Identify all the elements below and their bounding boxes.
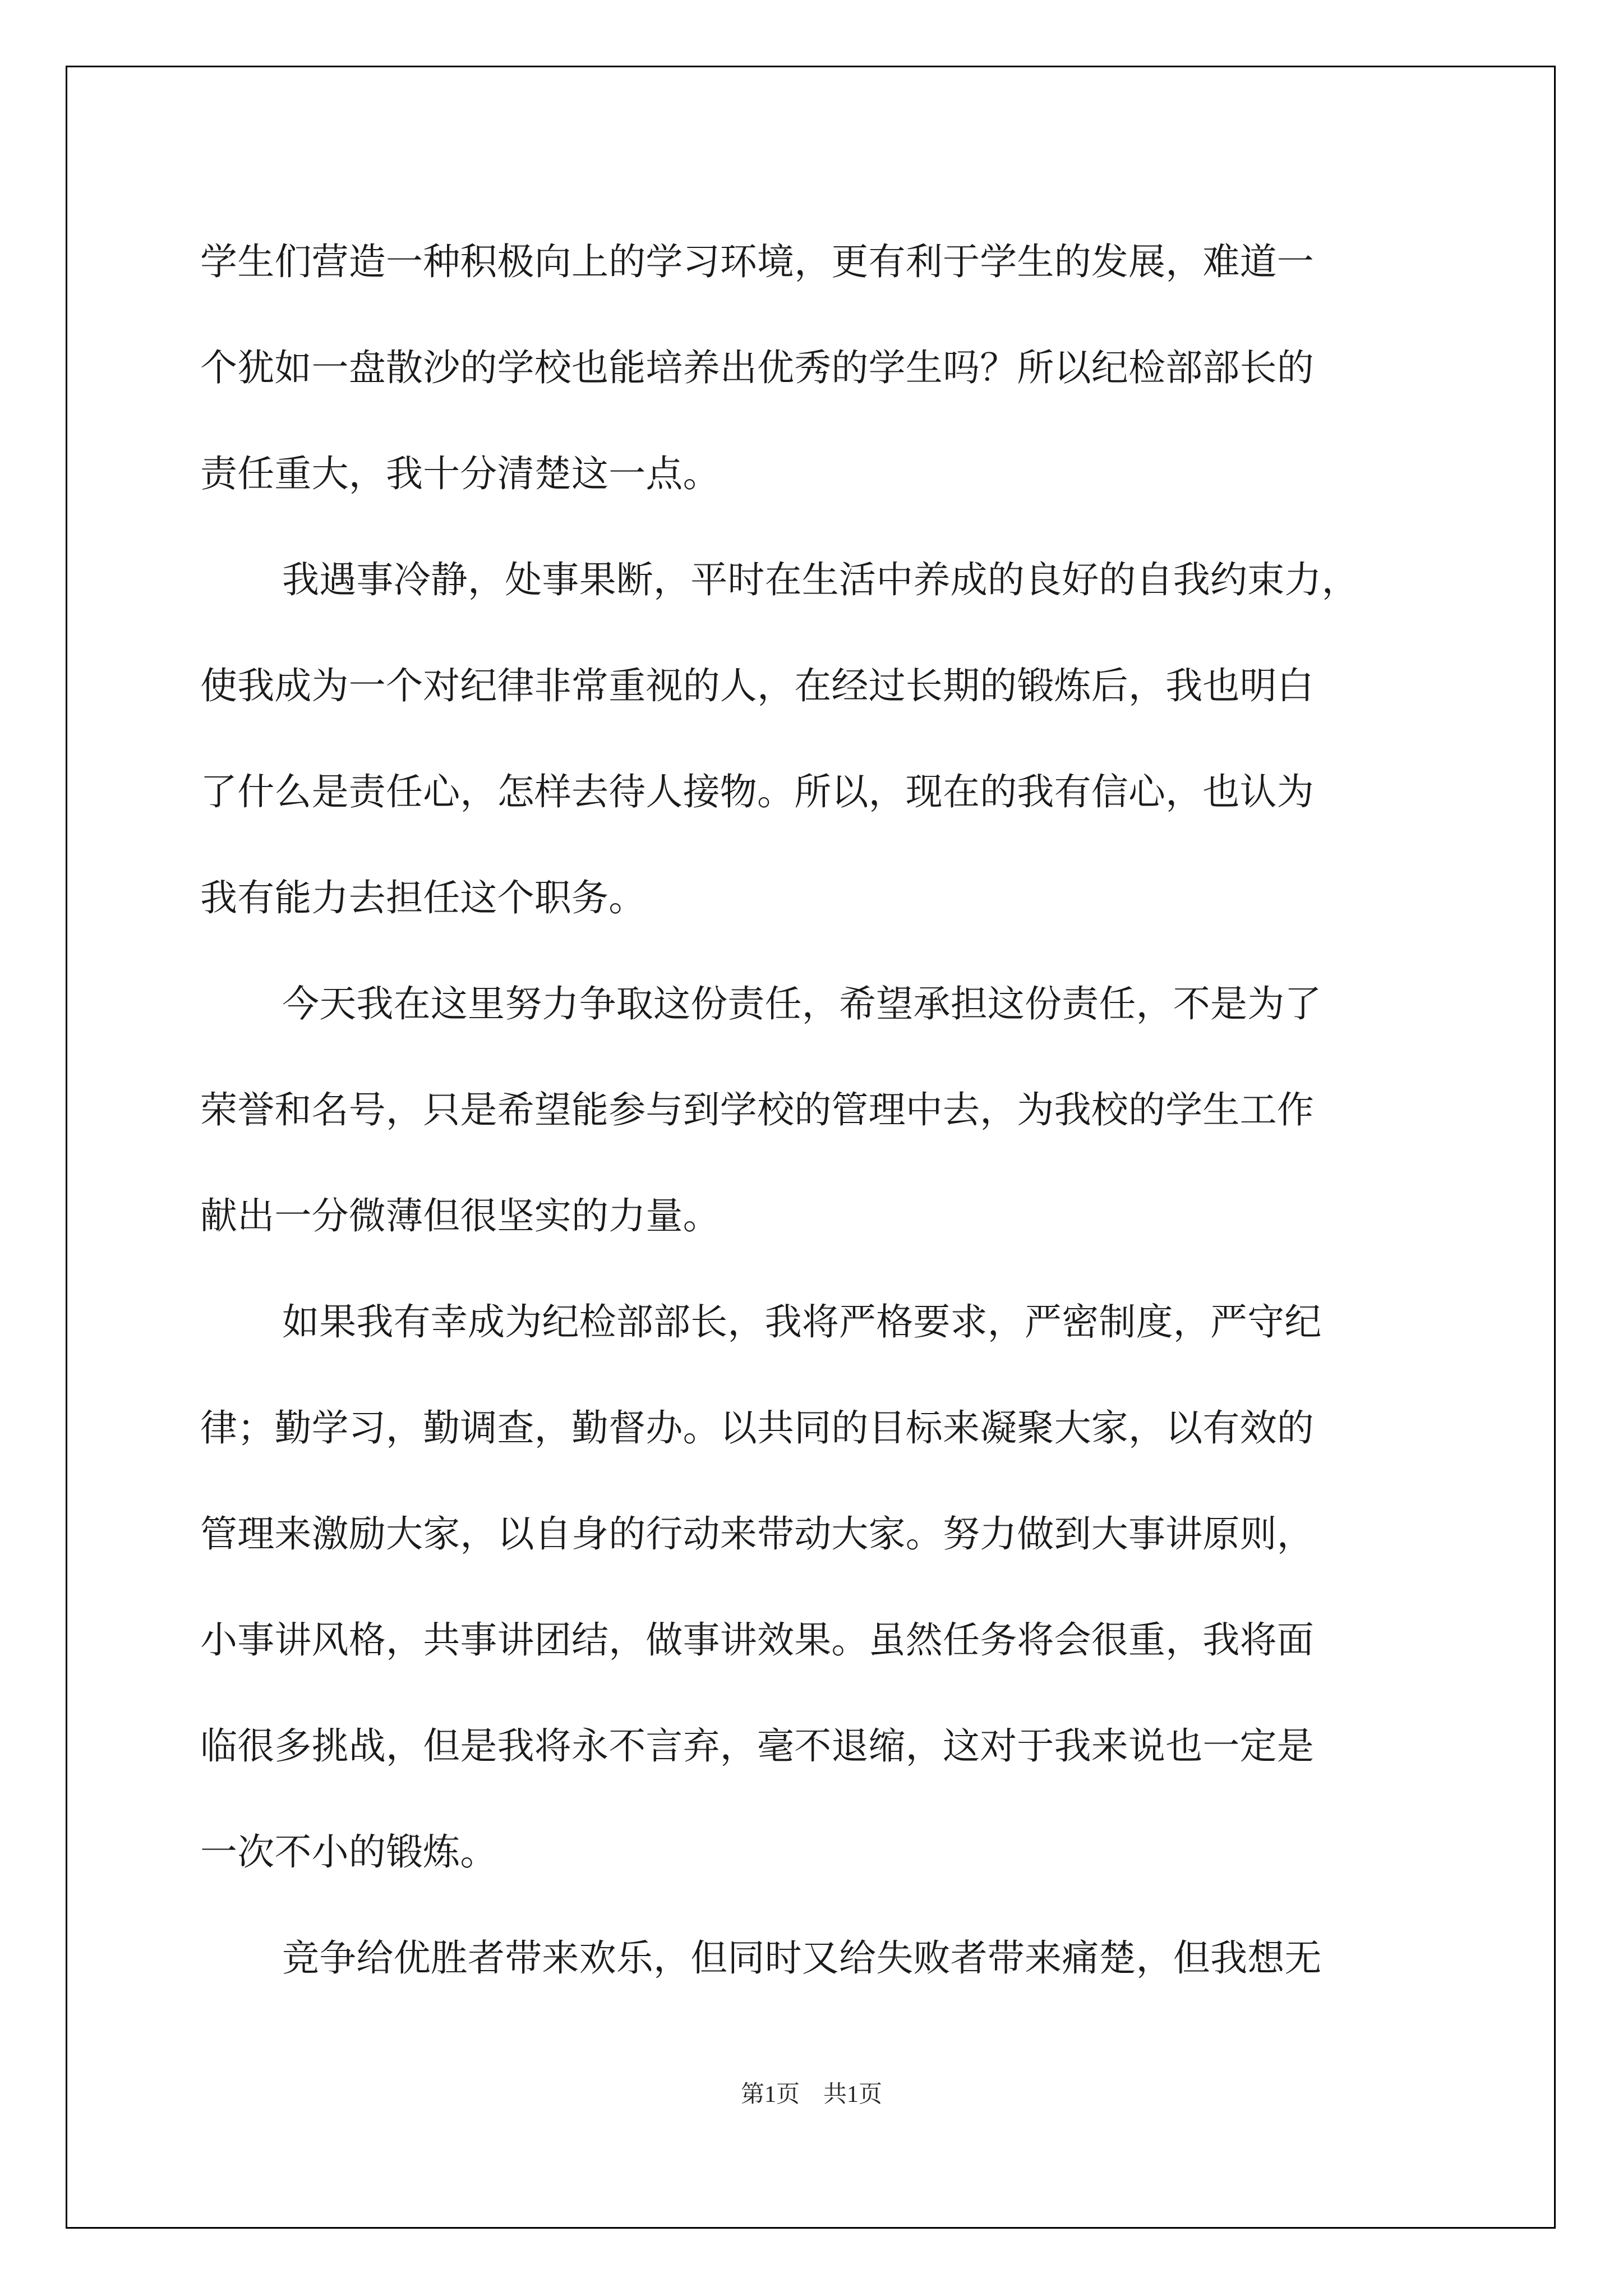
text-line: 临很多挑战，但是我将永不言弃，毫不退缩，这对于我来说也一定是 <box>200 1724 1314 1768</box>
text-line: 了什么是责任心，怎样去待人接物。所以，现在的我有信心，也认为 <box>200 770 1314 813</box>
text-line: 一次不小的锻炼。 <box>200 1830 497 1874</box>
text-line: 学生们营造一种积极向上的学习环境，更有利于学生的发展，难道一 <box>200 240 1314 283</box>
paragraph-first-line: 竞争给优胜者带来欢乐，但同时又给失败者带来痛楚，但我想无 <box>282 1936 1322 1980</box>
page-number-footer: 第1页 共1页 <box>740 2082 882 2108</box>
text-line: 献出一分微薄但很坚实的力量。 <box>200 1194 720 1237</box>
paragraph-first-line: 我遇事冷静，处事果断，平时在生活中养成的良好的自我约束力， <box>282 558 1359 601</box>
text-line: 荣誉和名号，只是希望能参与到学校的管理中去，为我校的学生工作 <box>200 1088 1314 1131</box>
text-line: 个犹如一盘散沙的学校也能培养出优秀的学生吗？所以纪检部部长的 <box>200 346 1314 389</box>
text-line: 使我成为一个对纪律非常重视的人，在经过长期的锻炼后，我也明白 <box>200 664 1314 707</box>
paragraph-first-line: 今天我在这里努力争取这份责任，希望承担这份责任，不是为了 <box>282 982 1322 1025</box>
text-line: 小事讲风格，共事讲团结，做事讲效果。虽然任务将会很重，我将面 <box>200 1618 1314 1662</box>
text-line: 我有能力去担任这个职务。 <box>200 876 646 919</box>
text-line: 律；勤学习，勤调查，勤督办。以共同的目标来凝聚大家，以有效的 <box>200 1406 1314 1450</box>
text-line: 管理来激励大家，以自身的行动来带动大家。努力做到大事讲原则， <box>200 1512 1314 1556</box>
text-line: 责任重大，我十分清楚这一点。 <box>200 452 720 495</box>
paragraph-first-line: 如果我有幸成为纪检部部长，我将严格要求，严密制度，严守纪 <box>282 1300 1322 1343</box>
